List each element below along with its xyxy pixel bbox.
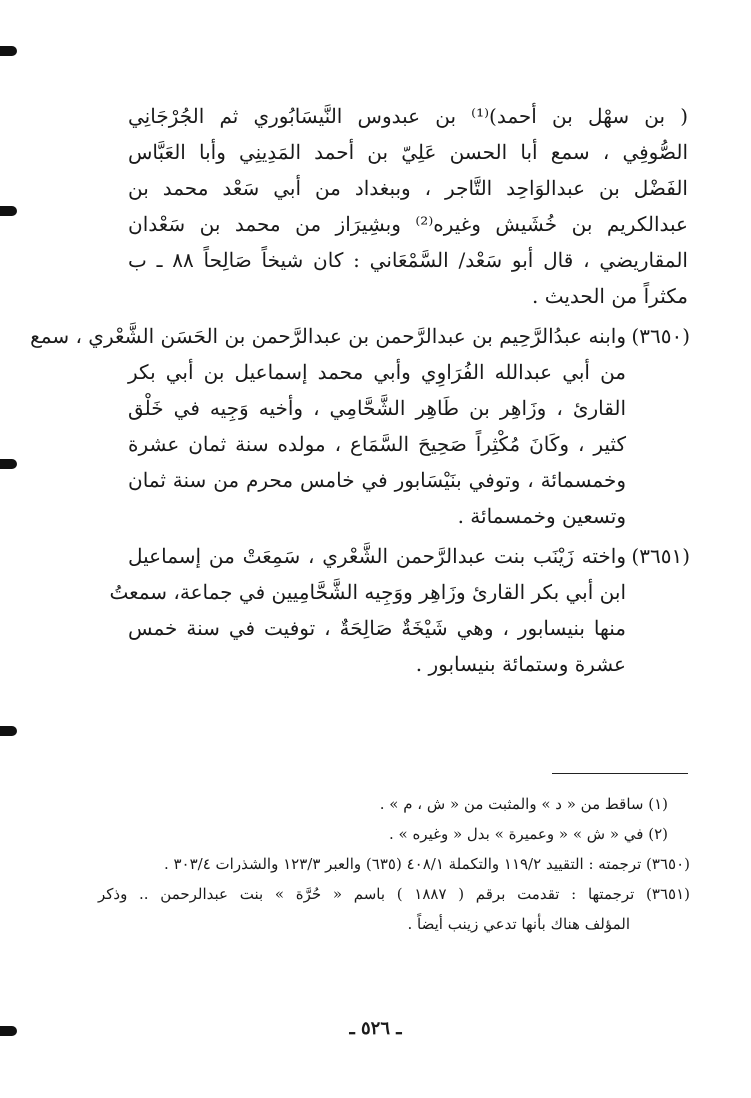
- entry-3651: [109, 538, 690, 682]
- entry-number: (٣٦٥٠): [631, 324, 690, 348]
- text-line: واخته زَيْنَب بنت عبدالرَّحمن الشَّعْري ، سَمِعَتْ من إسماعيل: [128, 544, 626, 568]
- footnotes: [98, 789, 690, 939]
- text-line: ابن أبي بكر القارئ وزَاهِر ووَجِيه الشَّحَّامِيين في جماعة، سمعتُ: [109, 580, 626, 604]
- text-line: وابنه عبدُالرَّحِيم بن عبدالرَّحمن بن عبدالرَّحمن بن الحَسَن الشَّعْري ، سمع: [30, 324, 626, 348]
- footnote-2: (٢) في « ش » « وعميرة » بدل « وغيره » .: [388, 825, 668, 843]
- footnote-3651: (٣٦٥١) ترجمتها : تقدمت برقم ( ١٨٨٧ ) باسم « حُرَّة » بنت عبدالرحمن .. وذكر: [98, 885, 690, 903]
- text-line: من أبي عبدالله الفُرَاوِي وأبي محمد إسماعيل بن أبي بكر: [128, 360, 626, 384]
- text-line: وخمسمائة ، وتوفي بنَيْسَابور في خامس محرم من سنة ثمان: [128, 468, 626, 492]
- footnote-3650: (٣٦٥٠) ترجمته : التقييد ١١٩/٢ والتكملة ٤٠٨/١ (٦٣٥) والعبر ١٢٣/٣ والشذرات ٣٠٣/٤ .: [163, 855, 690, 873]
- text-line: عبدالكريم بن خُشَيش وغيره⁽²⁾ وبشِيرَاز من محمد بن سَعْدان: [128, 212, 688, 236]
- page-number: ـ ٥٢٦ ـ: [349, 1018, 402, 1039]
- entry-3650: [30, 318, 690, 534]
- entry-number: (٣٦٥١): [631, 544, 690, 568]
- main-text: [30, 98, 690, 682]
- footnote-1: (١) ساقط من « د » والمثبت من « ش ، م » .: [379, 795, 668, 813]
- binding-mark: [0, 206, 17, 216]
- text-line: الصُّوفِي ، سمع أبا الحسن عَلِيّ بن أحمد المَدِينِي وأبا العَبَّاس: [128, 140, 688, 164]
- text-line: الفَضْل بن عبدالوَاحِد التَّاجر ، وببغداد من أبي سَعْد محمد بن: [128, 176, 688, 200]
- binding-mark: [0, 726, 17, 736]
- text-line: ( بن سهْل بن أحمد)⁽¹⁾ بن عبدوس النَّيسَابُوري ثم الجُرْجَانِي: [128, 104, 689, 128]
- text-line: القارئ ، وزَاهِر بن طَاهِر الشَّحَّامِي ، وأخيه وَجِيه في خَلْق: [128, 396, 626, 420]
- text-line: المقاريضي ، قال أبو سَعْد/ السَّمْعَاني : كان شيخاً صَالِحاً ٨٨ ـ ب: [128, 248, 688, 272]
- text-line: كثير ، وكَانَ مُكْثِراً صَحِيحَ السَّمَاع ، مولده سنة ثمان عشرة: [128, 432, 626, 456]
- footnote-3651-continued: المؤلف هناك بأنها تدعي زينب أيضاً .: [407, 915, 630, 933]
- footnote-separator: [552, 773, 688, 774]
- intro-paragraph: [128, 98, 688, 314]
- text-line: مكثراً من الحديث .: [531, 284, 688, 308]
- binding-mark: [0, 459, 17, 469]
- text-line: منها بنيسابور ، وهي شَيْخَةٌ صَالِحَةٌ ، توفيت في سنة خمس: [128, 616, 626, 640]
- binding-mark: [0, 46, 17, 56]
- text-line: وتسعين وخمسمائة .: [457, 504, 626, 528]
- text-line: عشرة وستمائة بنيسابور .: [415, 652, 626, 676]
